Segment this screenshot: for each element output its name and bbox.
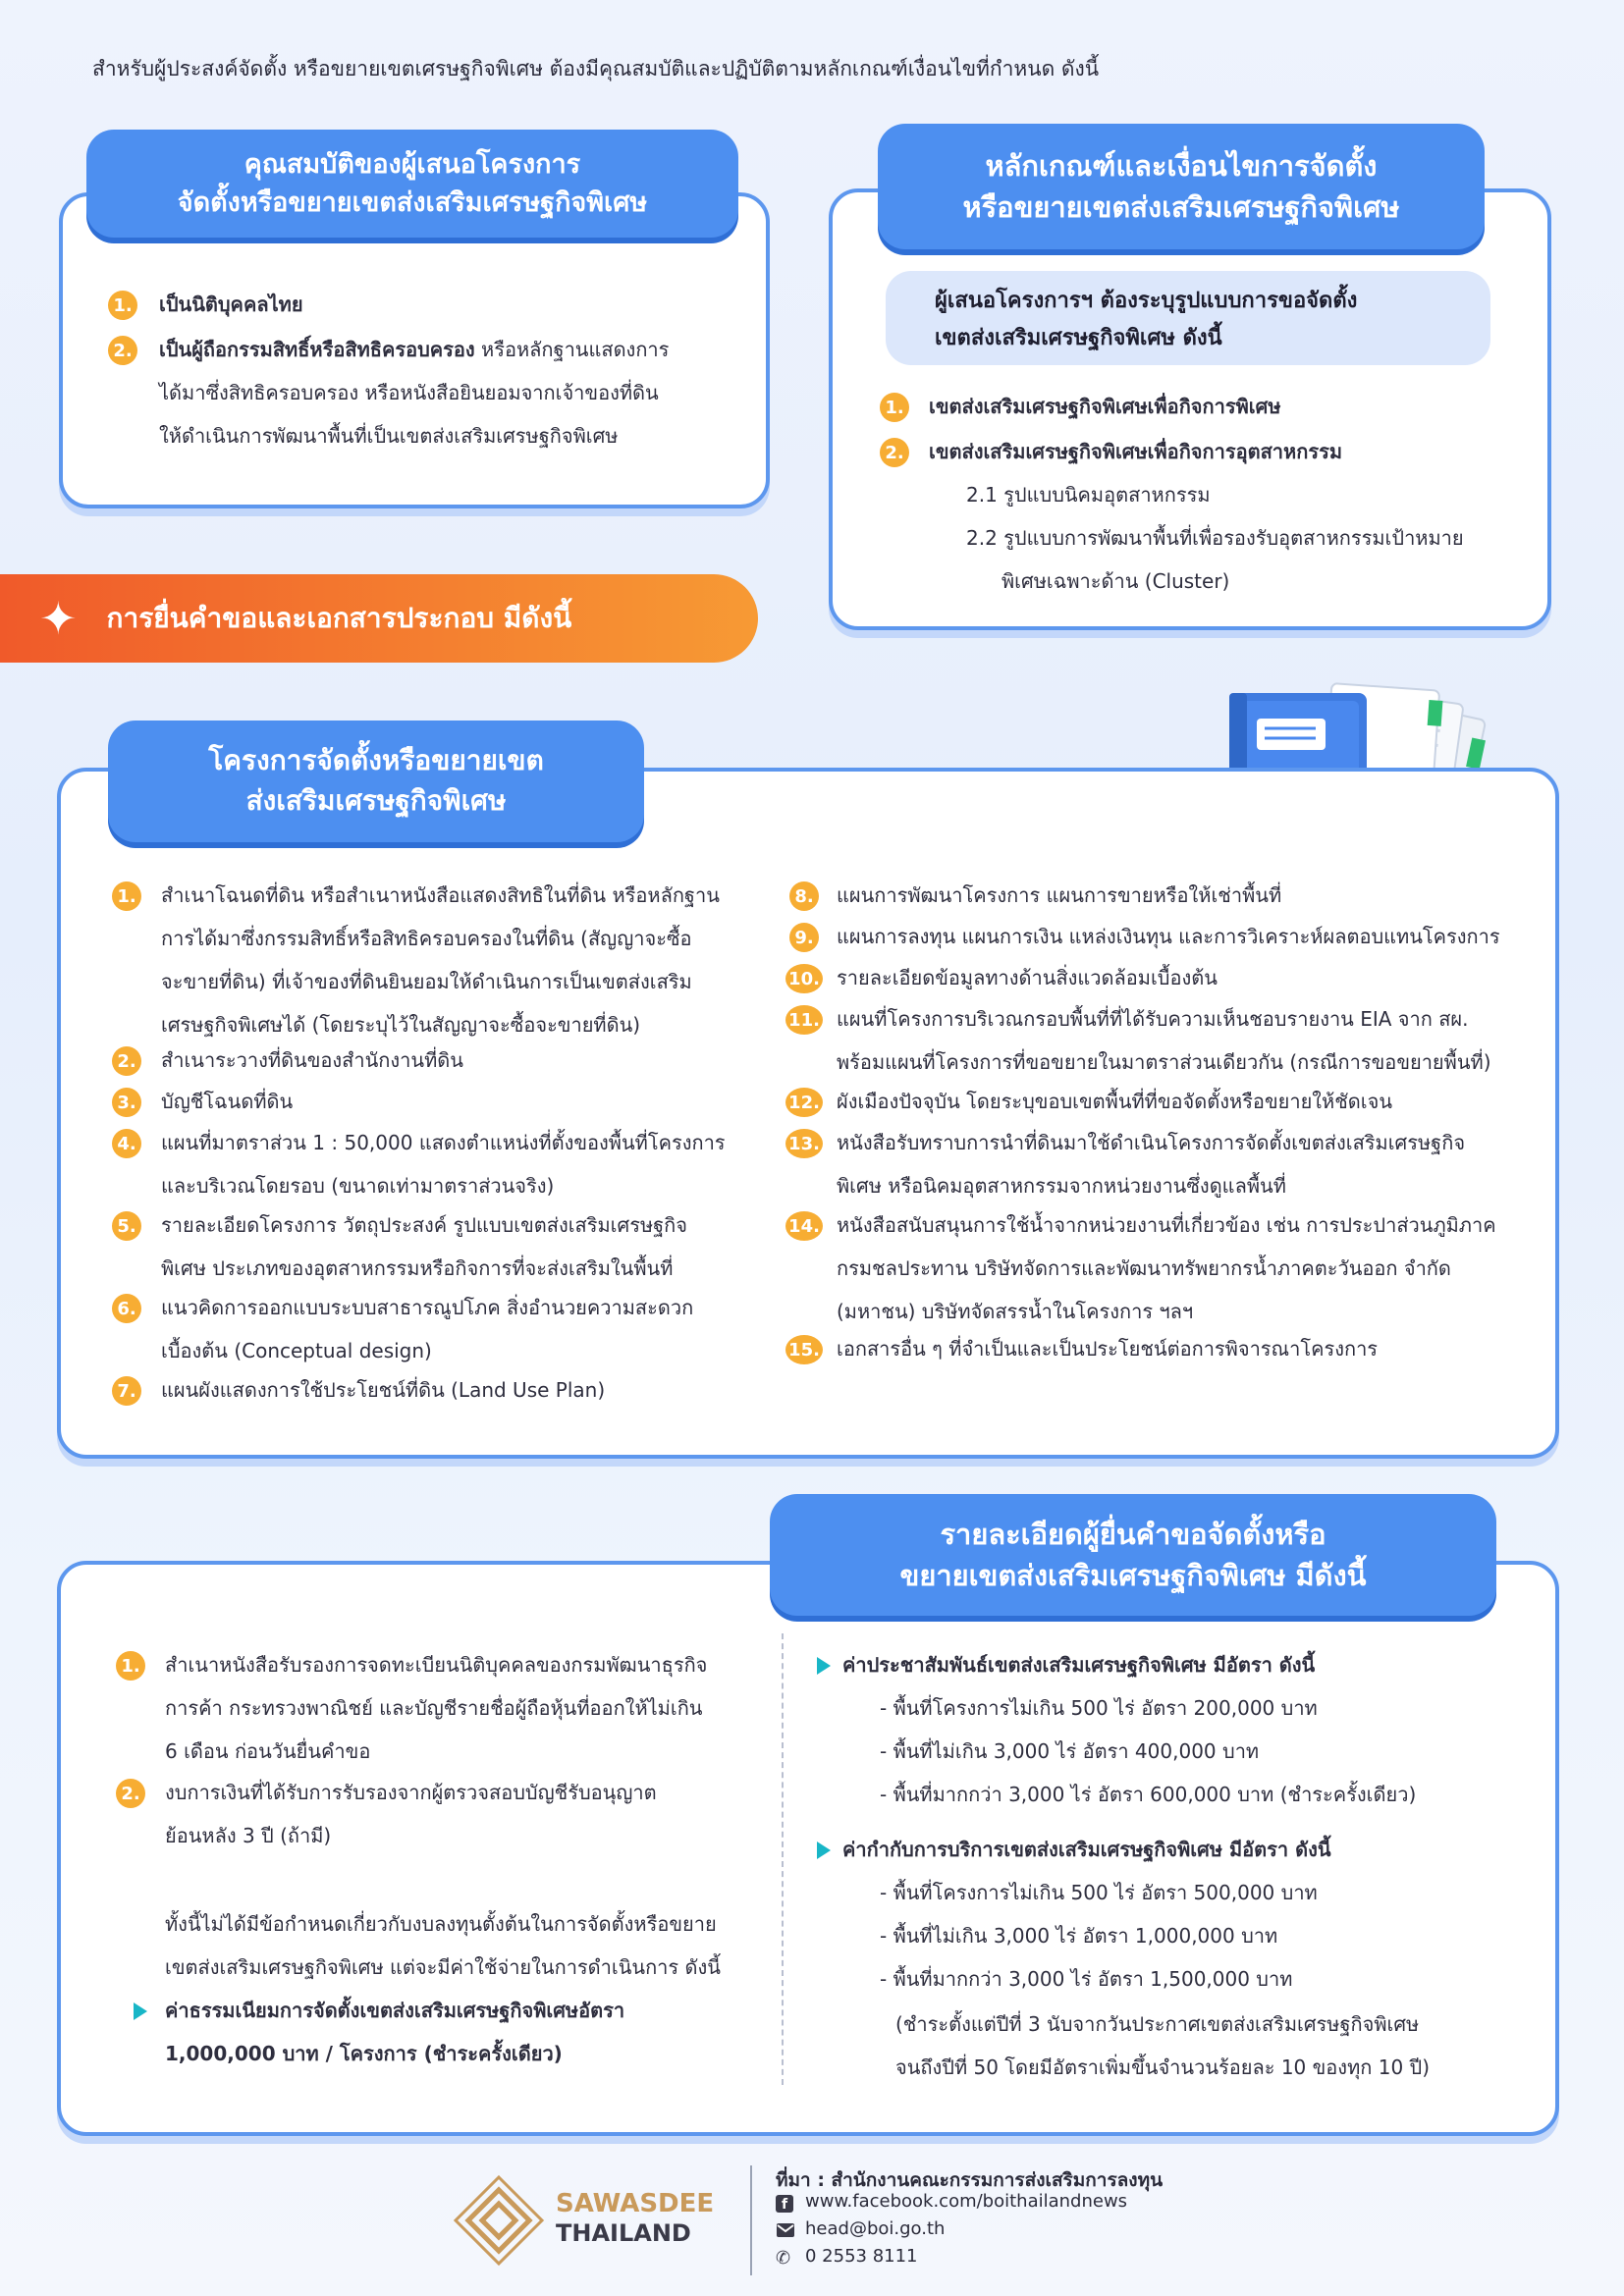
email-icon	[776, 2222, 795, 2238]
project-item-4: แผนที่มาตราส่วน 1 : 50,000 แสดงตำแหน่งที่ตั้งของพื้นที่โครงการ และบริเวณโดยรอบ (ขนาดเท่ามาตราส่วนจริง)	[161, 1131, 726, 1198]
footer-source: ที่มา : สำนักงานคณะกรรมการส่งเสริมการลงทุน	[776, 2169, 1164, 2191]
applicant-title: รายละเอียดผู้ยื่นคำขอจัดตั้งหรือ ขยายเขตส่งเสริมเศรษฐกิจพิเศษ มีดังนี้	[770, 1494, 1496, 1616]
criteria-sub-2-2-cont: พิเศษเฉพาะด้าน (Cluster)	[1001, 569, 1230, 593]
qual-item-1: เป็นนิติบุคคลไทย	[159, 293, 303, 316]
project-num-9: 9.	[789, 923, 819, 952]
project-num-7: 7.	[112, 1376, 141, 1406]
applicant-item-2: งบการเงินที่ได้รับการรับรองจากผู้ตรวจสอบบัญชีรับอนุญาต ย้อนหลัง 3 ปี (ถ้ามี)	[165, 1781, 657, 1847]
project-num-10: 10.	[785, 964, 823, 993]
criteria-num-2: 2.	[880, 438, 909, 467]
project-num-15: 15.	[785, 1335, 823, 1364]
project-num-14: 14.	[785, 1211, 823, 1241]
project-num-13: 13.	[785, 1129, 823, 1158]
applicant-item-1: สำเนาหนังสือรับรองการจดทะเบียนนิติบุคคลของกรมพัฒนาธุรกิจ การค้า กระทรวงพาณิชย์ และบัญชีรายชื่อผู้ถือหุ้นที่ออกให้ไม่เกิน 6 เดือน ก่อนวันยื่นคำขอ	[165, 1653, 708, 1763]
supervise-bullet-icon	[817, 1842, 831, 1859]
project-item-13: หนังสือรับทราบการนำที่ดินมาใช้ดำเนินโครงการจัดตั้งเขตส่งเสริมเศรษฐกิจ พิเศษ หรือนิคมอุตสาหกรรมจากหน่วยงานซึ่งดูแลพื้นที่	[837, 1131, 1466, 1198]
supervise-fee-items: - พื้นที่โครงการไม่เกิน 500 ไร่ อัตรา 500,000 บาท - พื้นที่ไม่เกิน 3,000 ไร่ อัตรา 1,000,000 บาท - พื้นที่มากกว่า 3,000 ไร่ อัตรา 1,500,000 บาท	[880, 1881, 1318, 1991]
project-item-10: รายละเอียดข้อมูลทางด้านสิ่งแวดล้อมเบื้องต้น	[837, 966, 1218, 989]
pr-fee-items: - พื้นที่โครงการไม่เกิน 500 ไร่ อัตรา 200,000 บาท - พื้นที่ไม่เกิน 3,000 ไร่ อัตรา 400,000 บาท - พื้นที่มากกว่า 3,000 ไร่ อัตรา 600,000 บาท (ชำระครั้งเดียว)	[880, 1696, 1417, 1806]
qual-num-1: 1.	[108, 291, 137, 320]
documents-banner: ✦ การยื่นคำขอและเอกสารประกอบ มีดังนี้	[0, 574, 758, 663]
project-item-1: สำเนาโฉนดที่ดิน หรือสำเนาหนังสือแสดงสิทธิในที่ดิน หรือหลักฐาน การได้มาซึ่งกรรมสิทธิ์หรือสิทธิครอบครองในที่ดิน (สัญญาจะซื้อ จะขายที่ดิน) ที่เจ้าของที่ดินยินยอมให้ดำเนินการเป็นเขตส่งเสริม เศรษฐกิจพิเศษได้ (โดยระบุไว้ในสัญญาจะซื้อจะขายที่ดิน)	[161, 883, 720, 1037]
qualifications-title: คุณสมบัติของผู้เสนอโครงการ จัดตั้งหรือขยายเขตส่งเสริมเศรษฐกิจพิเศษ	[86, 130, 738, 238]
project-item-7: แผนผังแสดงการใช้ประโยชน์ที่ดิน (Land Use Plan)	[161, 1378, 606, 1402]
criteria-num-1: 1.	[880, 393, 909, 422]
project-item-11: แผนที่โครงการบริเวณกรอบพื้นที่ที่ได้รับความเห็นชอบรายงาน EIA จาก สผ. พร้อมแผนที่โครงการที่ขอขยายในมาตราส่วนเดียวกัน (กรณีการขอขยายพื้นที่)	[837, 1007, 1491, 1074]
applicant-num-1: 1.	[116, 1651, 145, 1681]
criteria-item-2: เขตส่งเสริมเศรษฐกิจพิเศษเพื่อกิจการอุตสาหกรรม	[929, 440, 1342, 463]
criteria-item-1: เขตส่งเสริมเศรษฐกิจพิเศษเพื่อกิจการพิเศษ	[929, 395, 1281, 418]
fee-bullet-icon	[134, 2002, 147, 2020]
project-item-2: สำเนาระวางที่ดินของสำนักงานที่ดิน	[161, 1048, 463, 1072]
project-item-6: แนวคิดการออกแบบระบบสาธารณูปโภค สิ่งอำนวยความสะดวก เบื้องต้น (Conceptual design)	[161, 1296, 694, 1362]
sawasdee-thailand-logo	[450, 2171, 548, 2269]
applicant-divider	[782, 1633, 784, 2085]
applicant-num-2: 2.	[116, 1779, 145, 1808]
pr-bullet-icon	[817, 1657, 831, 1675]
project-item-9: แผนการลงทุน แผนการเงิน แหล่งเงินทุน และการวิเคราะห์ผลตอบแทนโครงการ	[837, 925, 1500, 948]
criteria-title: หลักเกณฑ์และเงื่อนไขการจัดตั้ง หรือขยายเขตส่งเสริมเศรษฐกิจพิเศษ	[878, 124, 1485, 249]
criteria-sub-2-2: 2.2 รูปแบบการพัฒนาพื้นที่เพื่อรองรับอุตสาหกรรมเป้าหมาย	[966, 526, 1464, 550]
project-num-4: 4.	[112, 1129, 141, 1158]
applicant-note: ทั้งนี้ไม่ได้มีข้อกำหนดเกี่ยวกับงบลงทุนตั้งต้นในการจัดตั้งหรือขยาย เขตส่งเสริมเศรษฐกิจพิเศษ แต่จะมีค่าใช้จ่ายในการดำเนินการ ดังนี้	[165, 1912, 721, 1979]
project-num-3: 3.	[112, 1088, 141, 1117]
project-num-6: 6.	[112, 1294, 141, 1323]
project-num-8: 8.	[789, 881, 819, 911]
project-num-12: 12.	[785, 1088, 823, 1117]
criteria-sub-2-1: 2.1 รูปแบบนิคมอุตสาหกรรม	[966, 483, 1211, 507]
project-num-11: 11.	[785, 1005, 823, 1035]
brand-name: SAWASDEE THAILAND	[556, 2189, 715, 2247]
applicant-fee: ค่าธรรมเนียมการจัดตั้งเขตส่งเสริมเศรษฐกิจพิเศษอัตรา 1,000,000 บาท / โครงการ (ชำระครั้งเดียว)	[165, 1999, 625, 2065]
project-item-15: เอกสารอื่น ๆ ที่จำเป็นและเป็นประโยชน์ต่อการพิจารณาโครงการ	[837, 1337, 1379, 1361]
project-num-5: 5.	[112, 1211, 141, 1241]
project-item-14: หนังสือสนับสนุนการใช้น้ำจากหน่วยงานที่เกี่ยวข้อง เช่น การประปาส่วนภูมิภาค กรมชลประทาน บริษัทจัดการและพัฒนาทรัพยากรน้ำภาคตะวันออก จำกัด (มหาชน) บริษัทจัดสรรน้ำในโครงการ ฯลฯ	[837, 1213, 1496, 1323]
facebook-icon: f	[776, 2195, 793, 2213]
footer-phone[interactable]: 0 2553 8111	[805, 2246, 918, 2267]
qual-num-2: 2.	[108, 336, 137, 365]
footer-email[interactable]: head@boi.go.th	[805, 2218, 946, 2239]
sparkle-icon: ✦	[39, 592, 78, 645]
pr-fee-title: ค่าประชาสัมพันธ์เขตส่งเสริมเศรษฐกิจพิเศษ มีอัตรา ดังนี้	[842, 1653, 1316, 1677]
project-num-1: 1.	[112, 881, 141, 911]
criteria-note: ผู้เสนอโครงการฯ ต้องระบุรูปแบบการขอจัดตั้ง เขตส่งเสริมเศรษฐกิจพิเศษ ดังนี้	[886, 271, 1490, 365]
intro-text: สำหรับผู้ประสงค์จัดตั้ง หรือขยายเขตเศรษฐกิจพิเศษ ต้องมีคุณสมบัติและปฏิบัติตามหลักเกณฑ์เงื่อนไขที่กำหนด ดังนี้	[92, 57, 1100, 80]
phone-icon: ✆	[776, 2248, 791, 2269]
project-item-5: รายละเอียดโครงการ วัตถุประสงค์ รูปแบบเขตส่งเสริมเศรษฐกิจ พิเศษ ประเภทของอุตสาหกรรมหรือกิจการที่จะส่งเสริมในพื้นที่	[161, 1213, 688, 1280]
project-title: โครงการจัดตั้งหรือขยายเขต ส่งเสริมเศรษฐกิจพิเศษ	[108, 721, 644, 842]
footer-divider	[750, 2165, 752, 2275]
supervise-fee-title: ค่ากำกับการบริการเขตส่งเสริมเศรษฐกิจพิเศษ มีอัตรา ดังนี้	[842, 1838, 1331, 1861]
project-item-8: แผนการพัฒนาโครงการ แผนการขายหรือให้เช่าพื้นที่	[837, 883, 1282, 907]
project-num-2: 2.	[112, 1046, 141, 1076]
project-item-12: ผังเมืองปัจจุบัน โดยระบุขอบเขตพื้นที่ที่ขอจัดตั้งหรือขยายให้ชัดเจน	[837, 1090, 1393, 1113]
footer-facebook[interactable]: www.facebook.com/boithailandnews	[805, 2191, 1128, 2212]
qual-item-2: เป็นผู้ถือกรรมสิทธิ์หรือสิทธิครอบครอง หรือหลักฐานแสดงการ ได้มาซึ่งสิทธิครอบครอง หรือหนังสือยินยอมจากเจ้าของที่ดิน ให้ดำเนินการพัฒนาพื้นที่เป็นเขตส่งเสริมเศรษฐกิจพิเศษ	[159, 338, 670, 448]
project-item-3: บัญชีโฉนดที่ดิน	[161, 1090, 294, 1113]
supervise-fee-note: (ชำระตั้งแต่ปีที่ 3 นับจากวันประกาศเขตส่งเสริมเศรษฐกิจพิเศษ จนถึงปีที่ 50 โดยมีอัตราเพิ่มขึ้นจำนวนร้อยละ 10 ของทุก 10 ปี)	[895, 2012, 1431, 2079]
